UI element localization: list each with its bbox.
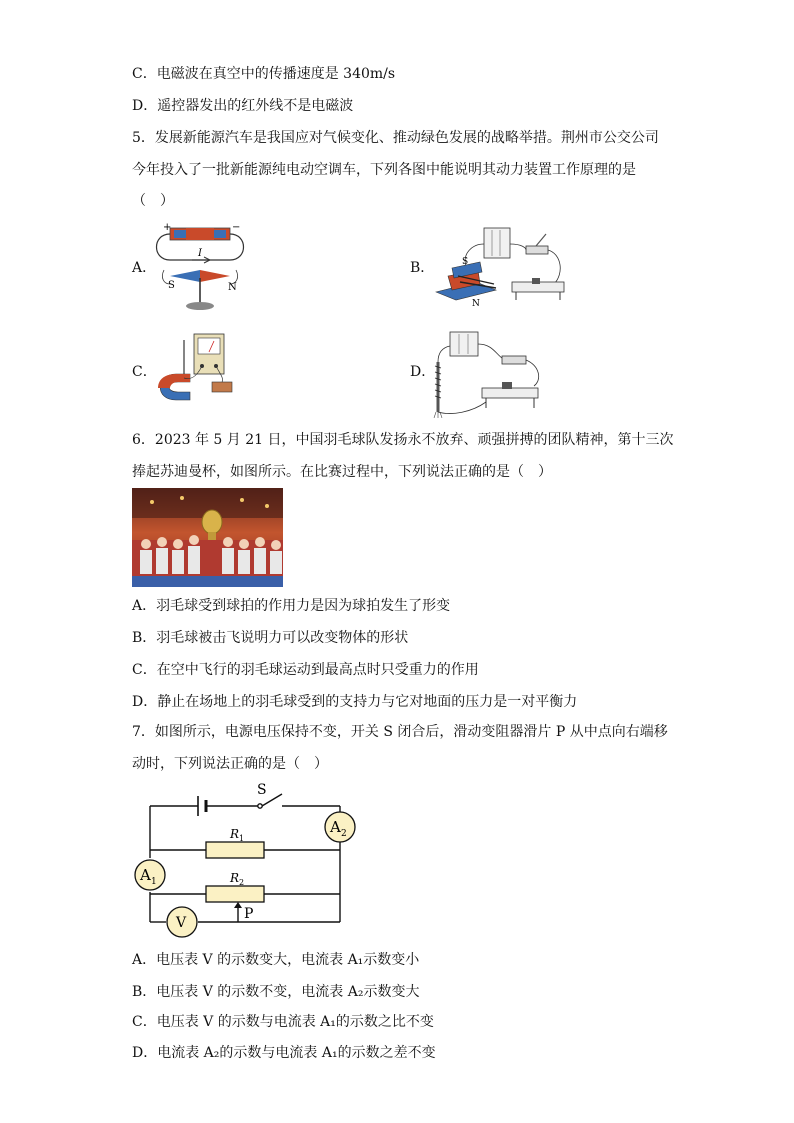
ammeter-a2-label: A <box>330 818 341 836</box>
switch-s-label: S <box>257 782 267 798</box>
q5-figure-d-electromagnet <box>432 326 552 418</box>
q5-label-a: A． <box>132 260 157 276</box>
q5-stem-line3: （ ） <box>132 193 174 209</box>
q5-label-c: C． <box>132 364 157 380</box>
q5-figure-c-induction <box>150 330 250 406</box>
q6-stem-line1: 6．2023 年 5 月 21 日，中国羽毛球队发扬永不放弃、顽强拼搏的团队精神，第十三次 <box>132 432 674 448</box>
north-pole-label: N <box>228 282 237 293</box>
current-label: I <box>198 248 202 259</box>
q6-option-b: B．羽毛球被击飞说明力可以改变物体的形状 <box>132 630 409 646</box>
q5-figure-b-motor <box>432 224 572 314</box>
r2-subscript: 2 <box>239 878 245 887</box>
north-pole-label: N <box>472 299 480 309</box>
r2-label: R <box>230 871 240 885</box>
q5-label-b: B． <box>410 260 435 276</box>
q5-stem-line1: 5．发展新能源汽车是我国应对气候变化、推动绿色发展的战略举措。荆州市公交公司 <box>132 130 659 146</box>
q6-option-d: D．静止在场地上的羽毛球受到的支持力与它对地面的压力是一对平衡力 <box>132 694 578 710</box>
south-pole-label: S <box>168 280 175 291</box>
r1-subscript: 1 <box>239 834 245 843</box>
south-pole-label: S <box>462 257 469 267</box>
q6-option-c: C．在空中飞行的羽毛球运动到最高点时只受重力的作用 <box>132 662 479 678</box>
q7-option-b: B．电压表 V 的示数不变，电流表 A₂示数变大 <box>132 984 420 1000</box>
q4-option-d: D．遥控器发出的红外线不是电磁波 <box>132 98 354 114</box>
q7-option-d: D．电流表 A₂的示数与电流表 A₁的示数之差不变 <box>132 1045 436 1061</box>
r1-label: R <box>230 827 240 841</box>
plus-sign: + <box>163 222 172 233</box>
q4-option-c: C．电磁波在真空中的传播速度是 340m/s <box>132 66 396 82</box>
q7-stem-line1: 7．如图所示，电源电压保持不变，开关 S 闭合后，滑动变阻器滑片 P 从中点向右端移 <box>132 724 668 740</box>
minus-sign: − <box>232 222 241 233</box>
ammeter-a2-subscript: 2 <box>341 829 347 839</box>
q7-stem-line2: 动时，下列说法正确的是（ ） <box>132 756 328 772</box>
q6-photo-team-trophy <box>132 488 283 587</box>
q5-label-d: D． <box>410 364 436 380</box>
q7-option-a: A．电压表 V 的示数变大，电流表 A₁示数变小 <box>132 952 420 968</box>
voltmeter-v-label: V <box>176 915 187 931</box>
q7-circuit-diagram <box>132 778 362 944</box>
q6-option-a: A．羽毛球受到球拍的作用力是因为球拍发生了形变 <box>132 598 451 614</box>
slider-p-label: P <box>244 906 254 922</box>
q5-stem-line2: 今年投入了一批新能源纯电动空调车，下列各图中能说明其动力装置工作原理的是 <box>132 162 636 178</box>
ammeter-a1-label: A <box>140 866 151 884</box>
q7-option-c: C．电压表 V 的示数与电流表 A₁的示数之比不变 <box>132 1014 434 1030</box>
q5-figure-a-oersted <box>150 218 250 314</box>
ammeter-a1-subscript: 1 <box>151 877 157 887</box>
q6-stem-line2: 捧起苏迪曼杯，如图所示。在比赛过程中，下列说法正确的是（ ） <box>132 464 552 480</box>
